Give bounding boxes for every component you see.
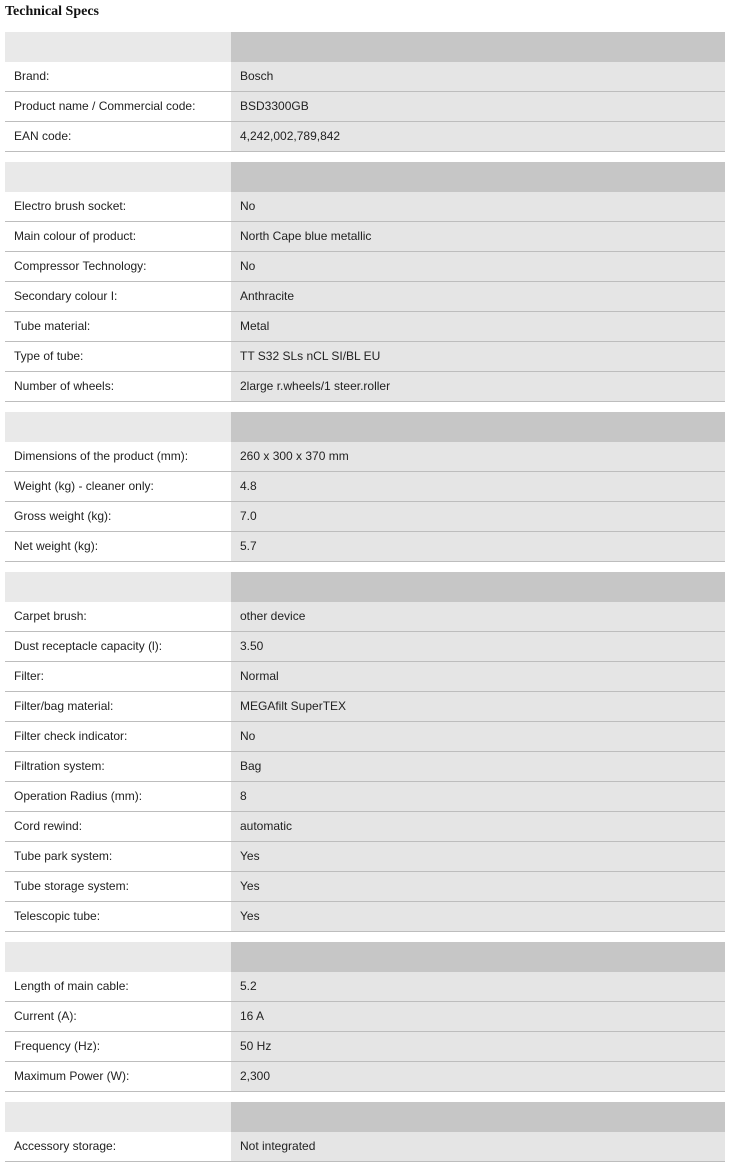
spec-value: 8 <box>231 782 725 811</box>
spec-label: Tube park system: <box>5 842 231 871</box>
spec-label: Weight (kg) - cleaner only: <box>5 472 231 501</box>
spec-value: automatic <box>231 812 725 841</box>
spec-value: Yes <box>231 842 725 871</box>
spec-row <box>5 342 725 372</box>
spec-value: other device <box>231 602 725 631</box>
spec-label: Tube storage system: <box>5 872 231 901</box>
spec-row <box>5 312 725 342</box>
spec-row <box>5 1062 725 1092</box>
group-header-left <box>5 1102 231 1132</box>
spec-row <box>5 282 725 312</box>
spec-row <box>5 252 725 282</box>
spec-row <box>5 122 725 152</box>
spec-value: Normal <box>231 662 725 691</box>
spec-label: Filtration system: <box>5 752 231 781</box>
group-header <box>5 572 725 602</box>
group-header-right <box>231 162 725 192</box>
spec-row <box>5 62 725 92</box>
group-header-right <box>231 1102 725 1132</box>
spec-value: North Cape blue metallic <box>231 222 725 251</box>
spec-value: No <box>231 722 725 751</box>
spec-value: Bosch <box>231 62 725 91</box>
spec-label: Product name / Commercial code: <box>5 92 231 121</box>
spec-row <box>5 842 725 872</box>
spec-group <box>5 412 725 562</box>
spec-label: Filter: <box>5 662 231 691</box>
spec-value: MEGAfilt SuperTEX <box>231 692 725 721</box>
spec-value: 3.50 <box>231 632 725 661</box>
spec-group <box>5 162 725 402</box>
spec-value: 260 x 300 x 370 mm <box>231 442 725 471</box>
group-header-right <box>231 942 725 972</box>
spec-value: Metal <box>231 312 725 341</box>
group-header-left <box>5 162 231 192</box>
spec-value: Yes <box>231 872 725 901</box>
spec-label: Accessory storage: <box>5 1132 231 1161</box>
spec-label: Dimensions of the product (mm): <box>5 442 231 471</box>
spec-row <box>5 1032 725 1062</box>
spec-row <box>5 812 725 842</box>
spec-row <box>5 502 725 532</box>
spec-label: Carpet brush: <box>5 602 231 631</box>
spec-row <box>5 442 725 472</box>
spec-row <box>5 972 725 1002</box>
spec-value: 4.8 <box>231 472 725 501</box>
spec-label: Telescopic tube: <box>5 902 231 931</box>
group-header-left <box>5 942 231 972</box>
spec-value: 2,300 <box>231 1062 725 1091</box>
group-header <box>5 1102 725 1132</box>
spec-label: Main colour of product: <box>5 222 231 251</box>
spec-row <box>5 192 725 222</box>
spec-label: Operation Radius (mm): <box>5 782 231 811</box>
spec-label: Tube material: <box>5 312 231 341</box>
group-header-left <box>5 412 231 442</box>
spec-value: 5.7 <box>231 532 725 561</box>
spec-label: Type of tube: <box>5 342 231 371</box>
spec-label: Net weight (kg): <box>5 532 231 561</box>
spec-row <box>5 472 725 502</box>
spec-label: Current (A): <box>5 1002 231 1031</box>
spec-label: Filter/bag material: <box>5 692 231 721</box>
spec-row <box>5 92 725 122</box>
spec-label: Gross weight (kg): <box>5 502 231 531</box>
spec-label: Brand: <box>5 62 231 91</box>
group-header <box>5 162 725 192</box>
spec-row <box>5 372 725 402</box>
spec-row <box>5 1132 725 1162</box>
spec-value: Yes <box>231 902 725 931</box>
page-title: Technical Specs <box>5 4 99 19</box>
spec-label: Frequency (Hz): <box>5 1032 231 1061</box>
spec-row <box>5 692 725 722</box>
spec-label: Cord rewind: <box>5 812 231 841</box>
spec-value: Anthracite <box>231 282 725 311</box>
spec-label: Length of main cable: <box>5 972 231 1001</box>
spec-row <box>5 902 725 932</box>
group-header-left <box>5 572 231 602</box>
spec-value: 2large r.wheels/1 steer.roller <box>231 372 725 401</box>
spec-value: 50 Hz <box>231 1032 725 1061</box>
spec-row <box>5 632 725 662</box>
spec-row <box>5 662 725 692</box>
spec-group <box>5 572 725 932</box>
spec-row <box>5 752 725 782</box>
spec-label: Number of wheels: <box>5 372 231 401</box>
spec-value: 7.0 <box>231 502 725 531</box>
spec-group <box>5 942 725 1092</box>
specs-table <box>5 32 725 1172</box>
spec-value: Not integrated <box>231 1132 725 1161</box>
spec-group <box>5 32 725 152</box>
spec-value: Bag <box>231 752 725 781</box>
group-header-right <box>231 412 725 442</box>
spec-value: 16 A <box>231 1002 725 1031</box>
spec-label: Filter check indicator: <box>5 722 231 751</box>
spec-row <box>5 872 725 902</box>
spec-label: EAN code: <box>5 122 231 151</box>
group-header-right <box>231 32 725 62</box>
group-header <box>5 32 725 62</box>
spec-value: No <box>231 252 725 281</box>
spec-label: Maximum Power (W): <box>5 1062 231 1091</box>
spec-value: 4,242,002,789,842 <box>231 122 725 151</box>
spec-row <box>5 222 725 252</box>
spec-value: No <box>231 192 725 221</box>
spec-label: Compressor Technology: <box>5 252 231 281</box>
group-header <box>5 942 725 972</box>
spec-row <box>5 782 725 812</box>
spec-label: Dust receptacle capacity (l): <box>5 632 231 661</box>
group-header-left <box>5 32 231 62</box>
spec-value: TT S32 SLs nCL SI/BL EU <box>231 342 725 371</box>
spec-value: BSD3300GB <box>231 92 725 121</box>
spec-group <box>5 1102 725 1162</box>
group-header-right <box>231 572 725 602</box>
spec-label: Electro brush socket: <box>5 192 231 221</box>
group-header <box>5 412 725 442</box>
spec-value: 5.2 <box>231 972 725 1001</box>
spec-row <box>5 722 725 752</box>
spec-row <box>5 1002 725 1032</box>
spec-row <box>5 532 725 562</box>
spec-row <box>5 602 725 632</box>
spec-label: Secondary colour I: <box>5 282 231 311</box>
